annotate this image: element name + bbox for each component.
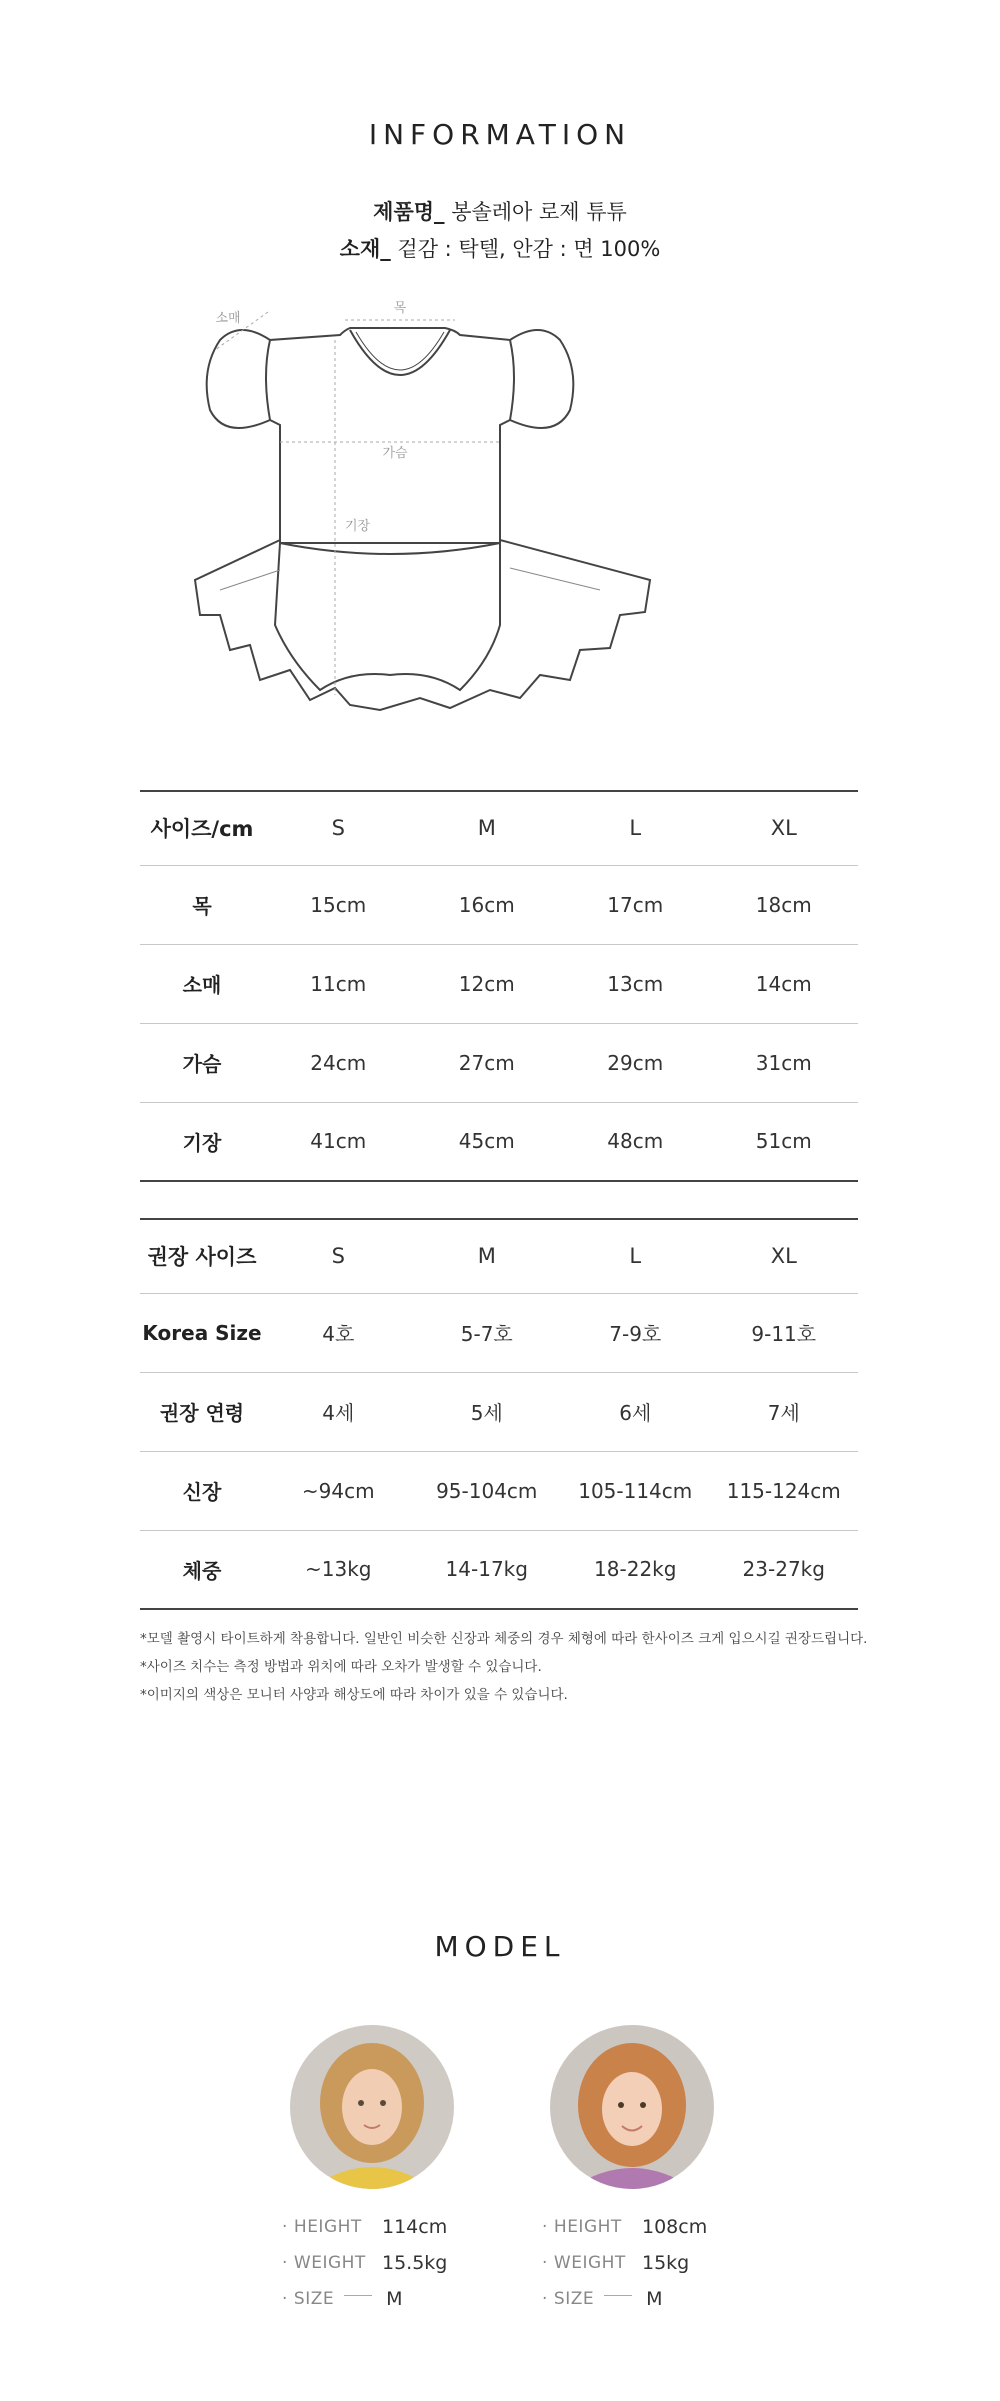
table-cell: 23-27kg — [710, 1530, 859, 1609]
garment-measurement-diagram — [180, 290, 820, 730]
table-cell: 27cm — [413, 1023, 562, 1102]
product-name-line — [0, 196, 1000, 226]
table-cell: ~94cm — [264, 1451, 413, 1530]
table-row — [140, 1023, 858, 1102]
table-cell: 15cm — [264, 865, 413, 944]
table-row — [140, 1451, 858, 1530]
child-portrait-icon — [550, 2025, 714, 2189]
table-cell: 51cm — [710, 1102, 859, 1181]
right-sleeve-outline — [510, 330, 573, 428]
rec-table-header — [140, 1219, 858, 1293]
sleeve-label: 소매 — [215, 311, 241, 326]
table-row — [140, 1293, 858, 1372]
length-label: 기장 — [345, 519, 371, 534]
table-cell: 7-9호 — [561, 1293, 710, 1372]
header-cell: XL — [710, 791, 859, 865]
left-sleeve-outline — [207, 330, 270, 428]
weight-label: WEIGHT — [553, 2253, 626, 2273]
header-cell: M — [413, 1219, 562, 1293]
table-row — [140, 1530, 858, 1609]
product-name: 봉솔레아 로제 튜튜 — [451, 200, 627, 224]
table-cell: 5-7호 — [413, 1293, 562, 1372]
row-label: Korea Size — [140, 1293, 264, 1372]
table-cell: 14cm — [710, 944, 859, 1023]
model-card-2 — [542, 2025, 782, 2317]
model-card-1 — [282, 2025, 522, 2317]
row-label: 신장 — [140, 1451, 264, 1530]
size-table-header — [140, 791, 858, 865]
model-title: MODEL — [434, 1930, 566, 1963]
bodysuit-legs — [275, 543, 500, 690]
row-label: 권장 연령 — [140, 1372, 264, 1451]
row-label: 체중 — [140, 1530, 264, 1609]
size-value: M — [386, 2288, 403, 2310]
table-cell: 6세 — [561, 1372, 710, 1451]
child-portrait-icon — [290, 2025, 454, 2189]
weight-label: WEIGHT — [293, 2253, 366, 2273]
material-value: 겉감 : 탁텔, 안감 : 면 100% — [397, 237, 661, 261]
row-label: 가슴 — [140, 1023, 264, 1102]
table-cell: 95-104cm — [413, 1451, 562, 1530]
material-label: 소재_ — [339, 237, 391, 261]
chest-label: 가슴 — [382, 446, 408, 461]
weight-value: 15.5kg — [382, 2252, 448, 2274]
table-cell: 41cm — [264, 1102, 413, 1181]
size-label: SIZE — [553, 2289, 595, 2309]
neckline — [350, 330, 450, 375]
note-line: *모델 촬영시 타이트하게 착용합니다. 일반인 비슷한 신장과 체중의 경우 체형에 따라 한사이즈 크게 입으시길 권장드립니다. — [140, 1631, 868, 1647]
product-label: 제품명_ — [373, 200, 445, 224]
waist-seam — [280, 543, 500, 554]
table-cell: 16cm — [413, 865, 562, 944]
header-cell: 사이즈/cm — [140, 791, 264, 865]
table-cell: 18-22kg — [561, 1530, 710, 1609]
table-row — [140, 1372, 858, 1451]
table-cell: 4호 — [264, 1293, 413, 1372]
table-cell: 24cm — [264, 1023, 413, 1102]
header-cell: M — [413, 791, 562, 865]
header-cell: L — [561, 791, 710, 865]
bodice-outline — [266, 328, 514, 543]
header-cell: S — [264, 1219, 413, 1293]
table-cell: 14-17kg — [413, 1530, 562, 1609]
table-cell: 45cm — [413, 1102, 562, 1181]
table-cell: 29cm — [561, 1023, 710, 1102]
table-cell: 18cm — [710, 865, 859, 944]
size-value: M — [646, 2288, 663, 2310]
table-row — [140, 944, 858, 1023]
material-line — [0, 233, 1000, 263]
table-cell: 11cm — [264, 944, 413, 1023]
table-cell: 7세 — [710, 1372, 859, 1451]
model-1-height: · HEIGHT 114cm — [282, 2216, 448, 2238]
weight-value: 15kg — [642, 2252, 690, 2274]
row-label: 소매 — [140, 944, 264, 1023]
recommended-size-table — [140, 1218, 858, 1610]
row-label: 목 — [140, 865, 264, 944]
model-1-size: · SIZE M — [282, 2288, 403, 2310]
model-2-avatar — [550, 2025, 714, 2189]
table-cell: 31cm — [710, 1023, 859, 1102]
size-notes — [140, 1625, 900, 1709]
header-cell: L — [561, 1219, 710, 1293]
model-1-avatar — [290, 2025, 454, 2189]
model-2-size: · SIZE M — [542, 2288, 663, 2310]
table-cell: 13cm — [561, 944, 710, 1023]
height-value: 108cm — [642, 2216, 708, 2238]
size-label: SIZE — [293, 2289, 335, 2309]
table-cell: 17cm — [561, 865, 710, 944]
model-1-weight: · WEIGHT 15.5kg — [282, 2252, 448, 2274]
table-cell: 105-114cm — [561, 1451, 710, 1530]
table-cell: 48cm — [561, 1102, 710, 1181]
table-cell: 9-11호 — [710, 1293, 859, 1372]
row-label: 기장 — [140, 1102, 264, 1181]
note-line: *이미지의 색상은 모니터 사양과 해상도에 따라 차이가 있을 수 있습니다. — [140, 1687, 568, 1703]
table-row — [140, 1102, 858, 1181]
header-cell: XL — [710, 1219, 859, 1293]
header-cell: S — [264, 791, 413, 865]
header-cell: 권장 사이즈 — [140, 1219, 264, 1293]
table-cell: ~13kg — [264, 1530, 413, 1609]
model-2-height: · HEIGHT 108cm — [542, 2216, 708, 2238]
note-line: *사이즈 치수는 측정 방법과 위치에 따라 오차가 발생할 수 있습니다. — [140, 1659, 542, 1675]
size-table — [140, 790, 858, 1182]
table-cell: 5세 — [413, 1372, 562, 1451]
neck-label: 목 — [393, 301, 407, 316]
information-title: INFORMATION — [368, 118, 632, 151]
table-cell: 4세 — [264, 1372, 413, 1451]
height-label: HEIGHT — [293, 2217, 362, 2237]
table-row — [140, 865, 858, 944]
height-label: HEIGHT — [553, 2217, 622, 2237]
tutu-outline — [195, 540, 650, 710]
height-value: 114cm — [382, 2216, 448, 2238]
model-2-weight: · WEIGHT 15kg — [542, 2252, 690, 2274]
table-cell: 12cm — [413, 944, 562, 1023]
table-cell: 115-124cm — [710, 1451, 859, 1530]
